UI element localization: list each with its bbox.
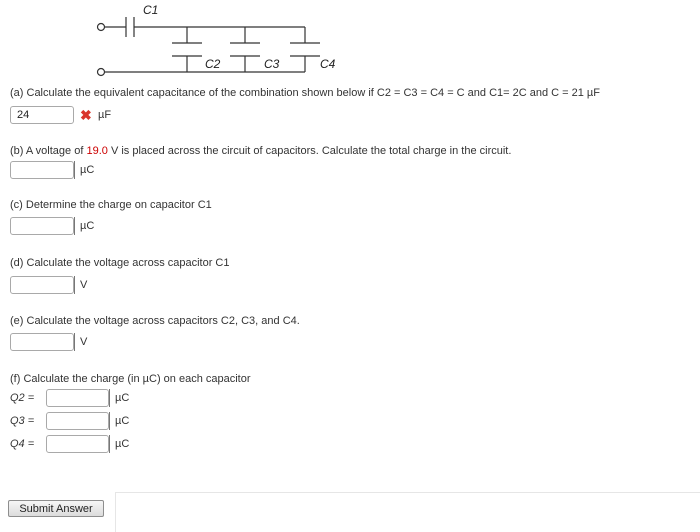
c1-label-text: C1 [143, 3, 159, 17]
question-a-text [10, 87, 600, 99]
q2-input[interactable] [46, 389, 109, 407]
c2-label [205, 57, 220, 71]
c1-label [143, 3, 158, 17]
answer-d-unit: V [80, 279, 88, 291]
answer-a-input[interactable] [10, 106, 74, 124]
q2-label: Q2 = [10, 392, 35, 404]
question-b-text [10, 145, 511, 157]
question-d-text: (d) Calculate the voltage across capacitor C1 [10, 257, 230, 269]
question-b-after: V is placed across the circuit of capacitors. Calculate the total charge in the circuit. [110, 145, 512, 157]
input-c-divider [74, 217, 75, 235]
answer-c-input[interactable] [10, 217, 74, 235]
submit-answer-button[interactable]: Submit Answer [8, 500, 104, 517]
q2-divider [109, 389, 110, 407]
answer-a-unit: µF [98, 109, 112, 121]
circuit-diagram [0, 0, 360, 85]
question-c-text: (c) Determine the charge on capacitor C1 [10, 199, 212, 211]
answer-e-input[interactable] [10, 333, 74, 351]
question-f-text: (f) Calculate the charge (in µC) on each capacitor [10, 373, 251, 385]
c4-label-text: C4 [320, 57, 336, 71]
answer-b-unit: µC [80, 164, 95, 176]
input-d-divider [74, 276, 75, 294]
input-e-divider [74, 333, 75, 351]
answer-e-unit: V [80, 336, 88, 348]
input-b-divider [74, 161, 75, 179]
c2-label-text: C2 [205, 57, 221, 71]
answer-c-unit: µC [80, 220, 95, 232]
c3-label-text: C3 [264, 57, 280, 71]
q4-divider [109, 435, 110, 453]
answer-b-input[interactable] [10, 161, 74, 179]
question-b-before: (b) A voltage of [10, 145, 84, 157]
q2-unit: µC [115, 392, 130, 404]
bottom-terminal [98, 69, 105, 76]
q3-label: Q3 = [10, 415, 35, 427]
q3-divider [109, 412, 110, 430]
q4-label: Q4 = [10, 438, 35, 450]
answer-d-input[interactable] [10, 276, 74, 294]
q3-input[interactable] [46, 412, 109, 430]
q4-unit: µC [115, 438, 130, 450]
c3-label [264, 57, 279, 71]
q4-input[interactable] [46, 435, 109, 453]
question-a-label: (a) Calculate the equivalent capacitance of the combination shown below if C2 = C3 = C4 = C and C1= 2C and C = 21 µF [10, 87, 600, 99]
question-e-text: (e) Calculate the voltage across capacitors C2, C3, and C4. [10, 315, 300, 327]
footer-vertical-divider [115, 492, 116, 532]
question-b-voltage: 19.0 [86, 145, 108, 157]
x-icon: ✖ [80, 107, 92, 123]
top-terminal [98, 24, 105, 31]
q3-unit: µC [115, 415, 130, 427]
c4-label [320, 57, 335, 71]
footer-divider [115, 492, 700, 493]
